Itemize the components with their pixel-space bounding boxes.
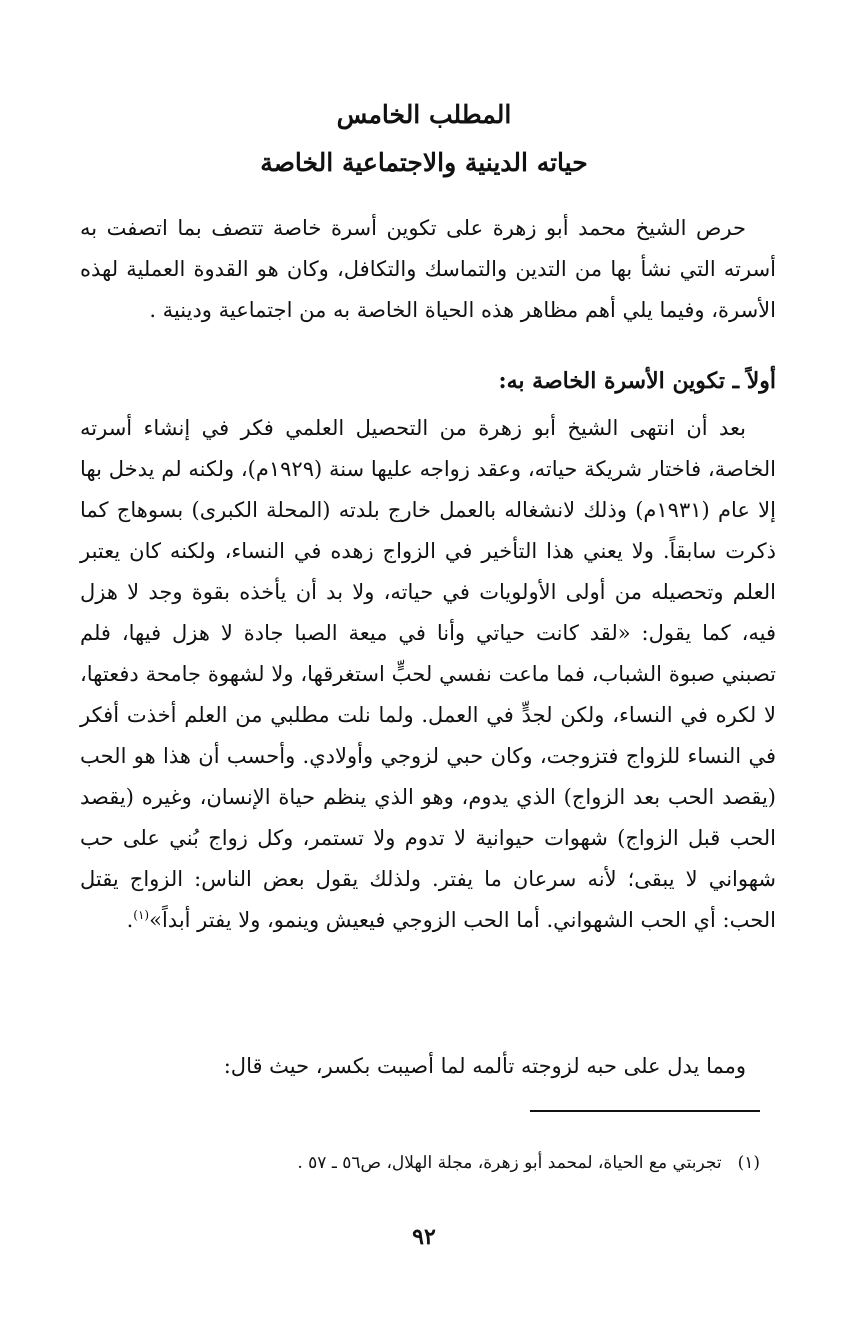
subsection-title: أولاً ـ تكوين الأسرة الخاصة به: — [498, 368, 776, 394]
intro-paragraph: حرص الشيخ محمد أبو زهرة على تكوين أسرة خاصة تتصف بما اتصفت به أسرته التي نشأ بها من التدين والتماسك والتكافل، وكان هو القدوة العملية لهذه الأسرة، وفيما يلي أهم مظاهر هذه الحياة الخاصة به من اجتماعية ودينية . — [80, 216, 776, 322]
footnote-reference: (١) — [133, 908, 150, 922]
footnote-text: تجربتي مع الحياة، لمحمد أبو زهرة، مجلة الهلال، ص٥٦ ـ ٥٧ . — [297, 1153, 722, 1173]
page-number: ٩٢ — [412, 1224, 436, 1250]
section-heading: حياته الدينية والاجتماعية الخاصة — [260, 148, 588, 177]
closing-paragraph: ومما يدل على حبه لزوجته تألمه لما أصيبت بكسر، حيث قال: — [223, 1054, 746, 1078]
chapter-heading: المطلب الخامس — [336, 100, 512, 129]
footnote — [100, 1148, 760, 1178]
main-paragraph — [80, 408, 776, 941]
footnote-number: (١) — [737, 1153, 760, 1173]
main-paragraph-text: بعد أن انتهى الشيخ أبو زهرة من التحصيل العلمي فكر في إنشاء أسرته الخاصة، فاختار شريكة حياته، وعقد زواجه عليها سنة (١٩٢٩م)، ولكنه لم يدخل بها إلا عام (١٩٣١م) وذلك لانشغاله بالعمل خارج بلدته (المحلة الكبرى) بسوهاج كما ذكرت سابقاً. ولا يعني هذا التأخير في الزواج زهده في النساء، ولكنه كان يعتبر العلم وتحصيله من أولى الأولويات في حياته، ولا بد أن يأخذه بقوة وجد لا هزل فيه، كما يقول: «لقد كانت حياتي وأنا في ميعة الصبا جادة لا هزل فيها، فلم تصبني صبوة الشباب، فما ماعت نفسي لحبٍّ استغرقها، ولا لشهوة جامحة دفعتها، لا لكره في النساء، ولكن لجدٍّ في العمل. ولما نلت مطلبي من العلم أخذت أفكر في النساء للزواج فتزوجت، وكان حبي لزوجي وأولادي. وأحسب أن هذا هو الحب (يقصد الحب بعد الزواج) الذي يدوم، وهو الذي ينظم حياة الإنسان، وغيره (يقصد الحب قبل الزواج) شهوات حيوانية لا تدوم ولا تستمر، وكل زواج بُني على حب شهواني لا يبقى؛ لأنه سرعان ما يفتر. ولذلك يقول بعض الناس: الزواج يقتل الحب: أي الحب الشهواني. أما الحب الزوجي فيعيش وينمو، ولا يفتر أبداً» — [80, 416, 776, 932]
main-paragraph-end: . — [126, 908, 134, 932]
footnote-divider — [530, 1110, 760, 1112]
